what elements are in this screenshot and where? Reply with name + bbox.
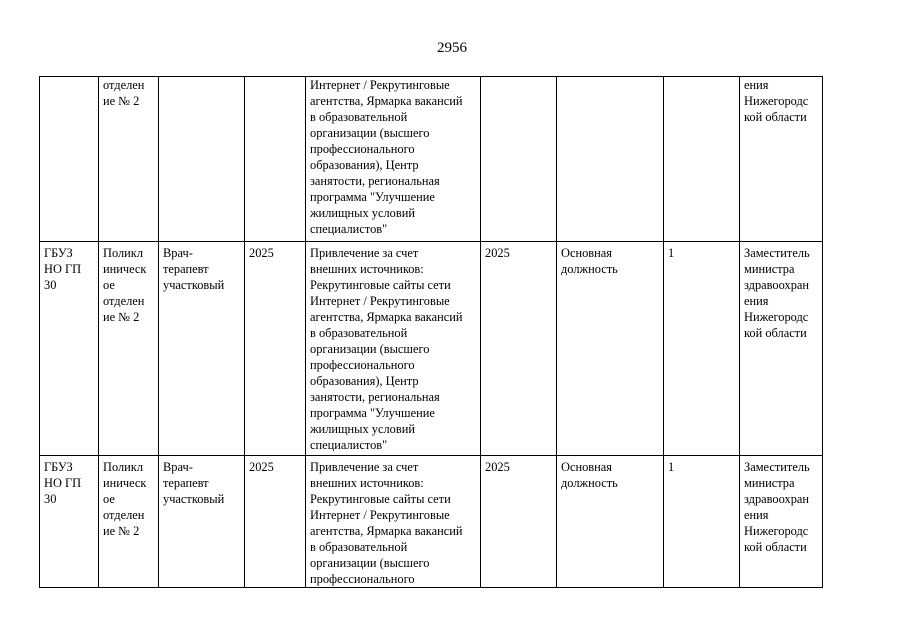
cell-count bbox=[664, 77, 740, 242]
cell-position-type bbox=[557, 77, 664, 242]
cell-position-type: Основная должность bbox=[557, 242, 664, 456]
cell-department: Поликл иническ ое отделен ие № 2 bbox=[99, 242, 159, 456]
cell-position: Врач- терапевт участковый bbox=[159, 456, 245, 588]
cell-method: Интернет / Рекрутинговые агентства, Ярмарка вакансий в образовательной организации (высшего профессионального образования), Центр занятости, региональная программа "Улучшение жилищных условий специалистов" bbox=[306, 77, 481, 242]
cell-method: Привлечение за счет внешних источников: Рекрутинговые сайты сети Интернет / Рекрутинговые агентства, Ярмарка вакансий в образовательной организации (высшего профессионального bbox=[306, 456, 481, 588]
cell-count: 1 bbox=[664, 456, 740, 588]
cell-deadline: 2025 bbox=[481, 242, 557, 456]
table-row bbox=[40, 456, 823, 588]
cell-position-type: Основная должность bbox=[557, 456, 664, 588]
cell-organization: ГБУЗ НО ГП 30 bbox=[40, 242, 99, 456]
cell-deadline: 2025 bbox=[481, 456, 557, 588]
cell-deadline bbox=[481, 77, 557, 242]
table-row bbox=[40, 242, 823, 456]
cell-position bbox=[159, 77, 245, 242]
page-number: 2956 bbox=[437, 40, 467, 56]
cell-year: 2025 bbox=[245, 242, 306, 456]
table-row bbox=[40, 77, 823, 242]
cell-organization: ГБУЗ НО ГП 30 bbox=[40, 456, 99, 588]
cell-responsible: Заместитель министра здравоохран ения Нижегородс кой области bbox=[740, 456, 823, 588]
cell-method: Привлечение за счет внешних источников: Рекрутинговые сайты сети Интернет / Рекрутинговые агентства, Ярмарка вакансий в образовательной организации (высшего профессионального образования), Центр занятости, региональная программа "Улучшение жилищных условий специалистов" bbox=[306, 242, 481, 456]
cell-responsible: ения Нижегородс кой области bbox=[740, 77, 823, 242]
staffing-table bbox=[39, 76, 823, 588]
cell-year bbox=[245, 77, 306, 242]
cell-count: 1 bbox=[664, 242, 740, 456]
cell-department: отделен ие № 2 bbox=[99, 77, 159, 242]
cell-position: Врач- терапевт участковый bbox=[159, 242, 245, 456]
cell-department: Поликл иническ ое отделен ие № 2 bbox=[99, 456, 159, 588]
cell-organization bbox=[40, 77, 99, 242]
cell-responsible: Заместитель министра здравоохран ения Нижегородс кой области bbox=[740, 242, 823, 456]
cell-year: 2025 bbox=[245, 456, 306, 588]
